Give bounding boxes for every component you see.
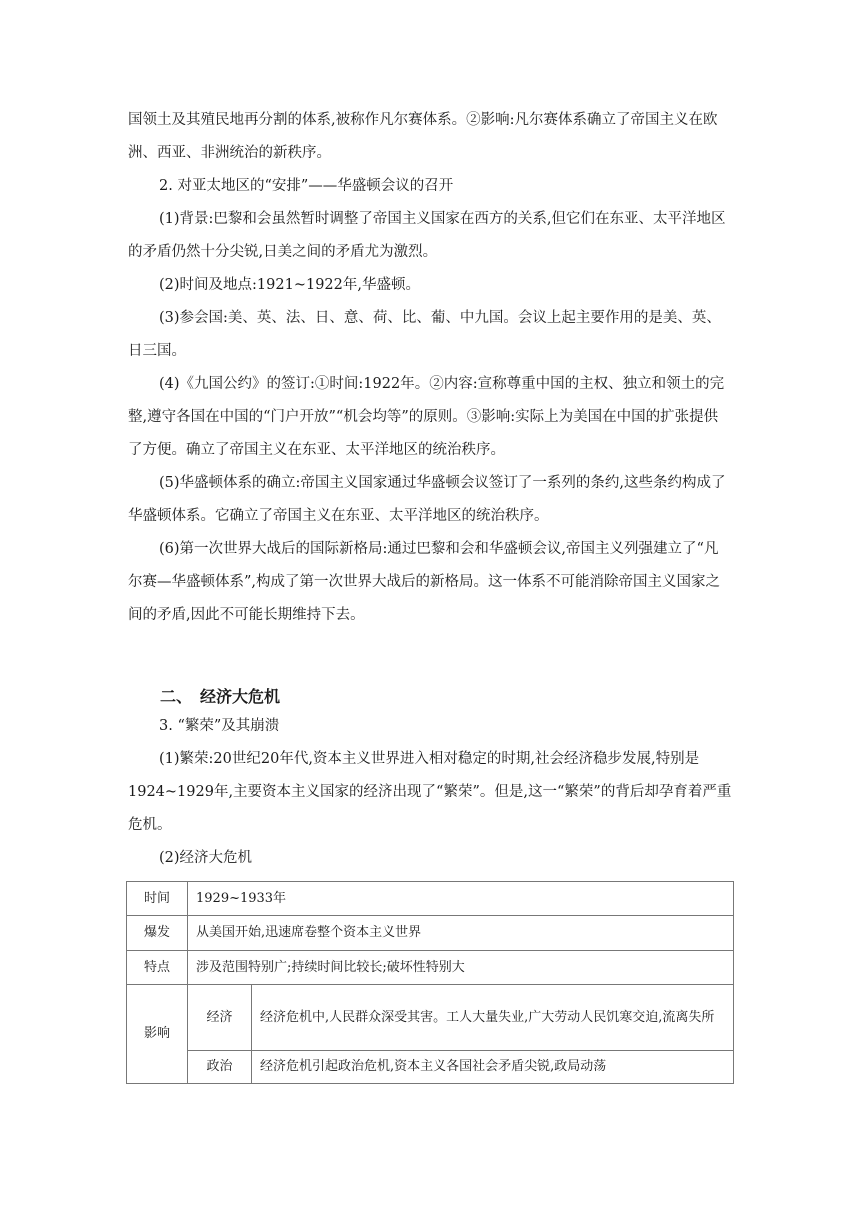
- crisis-table: [126, 881, 734, 1084]
- paragraph-versailles-continued: 国领土及其殖民地再分割的体系,被称作凡尔赛体系。②影响:凡尔赛体系确立了帝国主义在欧洲、西亚、非洲统治的新秩序。: [128, 112, 718, 161]
- paragraph-nine-power-treaty: (4)《九国公约》的签订:①时间:1922年。②内容:宣称尊重中国的主权、独立和领土的完整,遵守各国在中国的“门户开放”“机会均等”的原则。③影响:实际上为美国在中国的扩张提供了方便。确立了帝国主义在东亚、太平洋地区的统治秩序。: [128, 376, 725, 458]
- table-label-politics: 政治: [188, 1051, 252, 1084]
- table-value-outbreak: 从美国开始,迅速席卷整个资本主义世界: [188, 916, 734, 951]
- table-value-features: 涉及范围特别广;持续时间比较长;破坏性特别大: [188, 951, 734, 985]
- table-label-economy: 经济: [188, 985, 252, 1051]
- paragraph-crisis-title: (2)经济大危机: [159, 850, 253, 866]
- subheading-prosperity: 3. “繁荣”及其崩溃: [159, 718, 280, 734]
- section-heading-economic-crisis: 二、 经济大危机: [160, 687, 281, 706]
- table-value-politics: 经济危机引起政治危机,资本主义各国社会矛盾尖锐,政局动荡: [252, 1051, 734, 1084]
- table-row: [127, 951, 734, 985]
- table-value-economy: 经济危机中,人民群众深受其害。工人大量失业,广大劳动人民饥寒交迫,流离失所: [252, 985, 734, 1051]
- table-label-impact: 影响: [127, 985, 188, 1084]
- paragraph-participants: (3)参会国:美、英、法、日、意、荷、比、葡、中九国。会议上起主要作用的是美、英、日三国。: [128, 310, 721, 359]
- table-row: [127, 985, 734, 1051]
- table-row: [127, 916, 734, 951]
- table-row: [127, 1051, 734, 1084]
- paragraph-prosperity: (1)繁荣:20世纪20年代,资本主义世界进入相对稳定的时期,社会经济稳步发展,特别是1924~1929年,主要资本主义国家的经济出现了“繁荣”。但是,这一“繁荣”的背后却孕育着严重危机。: [128, 751, 732, 833]
- paragraph-new-order: (6)第一次世界大战后的国际新格局:通过巴黎和会和华盛顿会议,帝国主义列强建立了“凡尔赛—华盛顿体系”,构成了第一次世界大战后的新格局。这一体系不可能消除帝国主义国家之间的矛盾,因此不可能长期维持下去。: [128, 541, 721, 623]
- table-row: [127, 882, 734, 916]
- subheading-washington-conference: 2. 对亚太地区的“安排”——华盛顿会议的召开: [159, 178, 454, 194]
- paragraph-background: (1)背景:巴黎和会虽然暂时调整了帝国主义国家在西方的关系,但它们在东亚、太平洋地区的矛盾仍然十分尖锐,日美之间的矛盾尤为激烈。: [128, 211, 726, 260]
- table-label-time: 时间: [127, 882, 188, 916]
- table-value-time: 1929~1933年: [188, 882, 734, 916]
- paragraph-time-place: (2)时间及地点:1921~1922年,华盛顿。: [159, 277, 420, 293]
- table-label-outbreak: 爆发: [127, 916, 188, 951]
- paragraph-washington-system: (5)华盛顿体系的确立:帝国主义国家通过华盛顿会议签订了一系列的条约,这些条约构成了华盛顿体系。它确立了帝国主义在东亚、太平洋地区的统治秩序。: [128, 475, 726, 524]
- table-label-features: 特点: [127, 951, 188, 985]
